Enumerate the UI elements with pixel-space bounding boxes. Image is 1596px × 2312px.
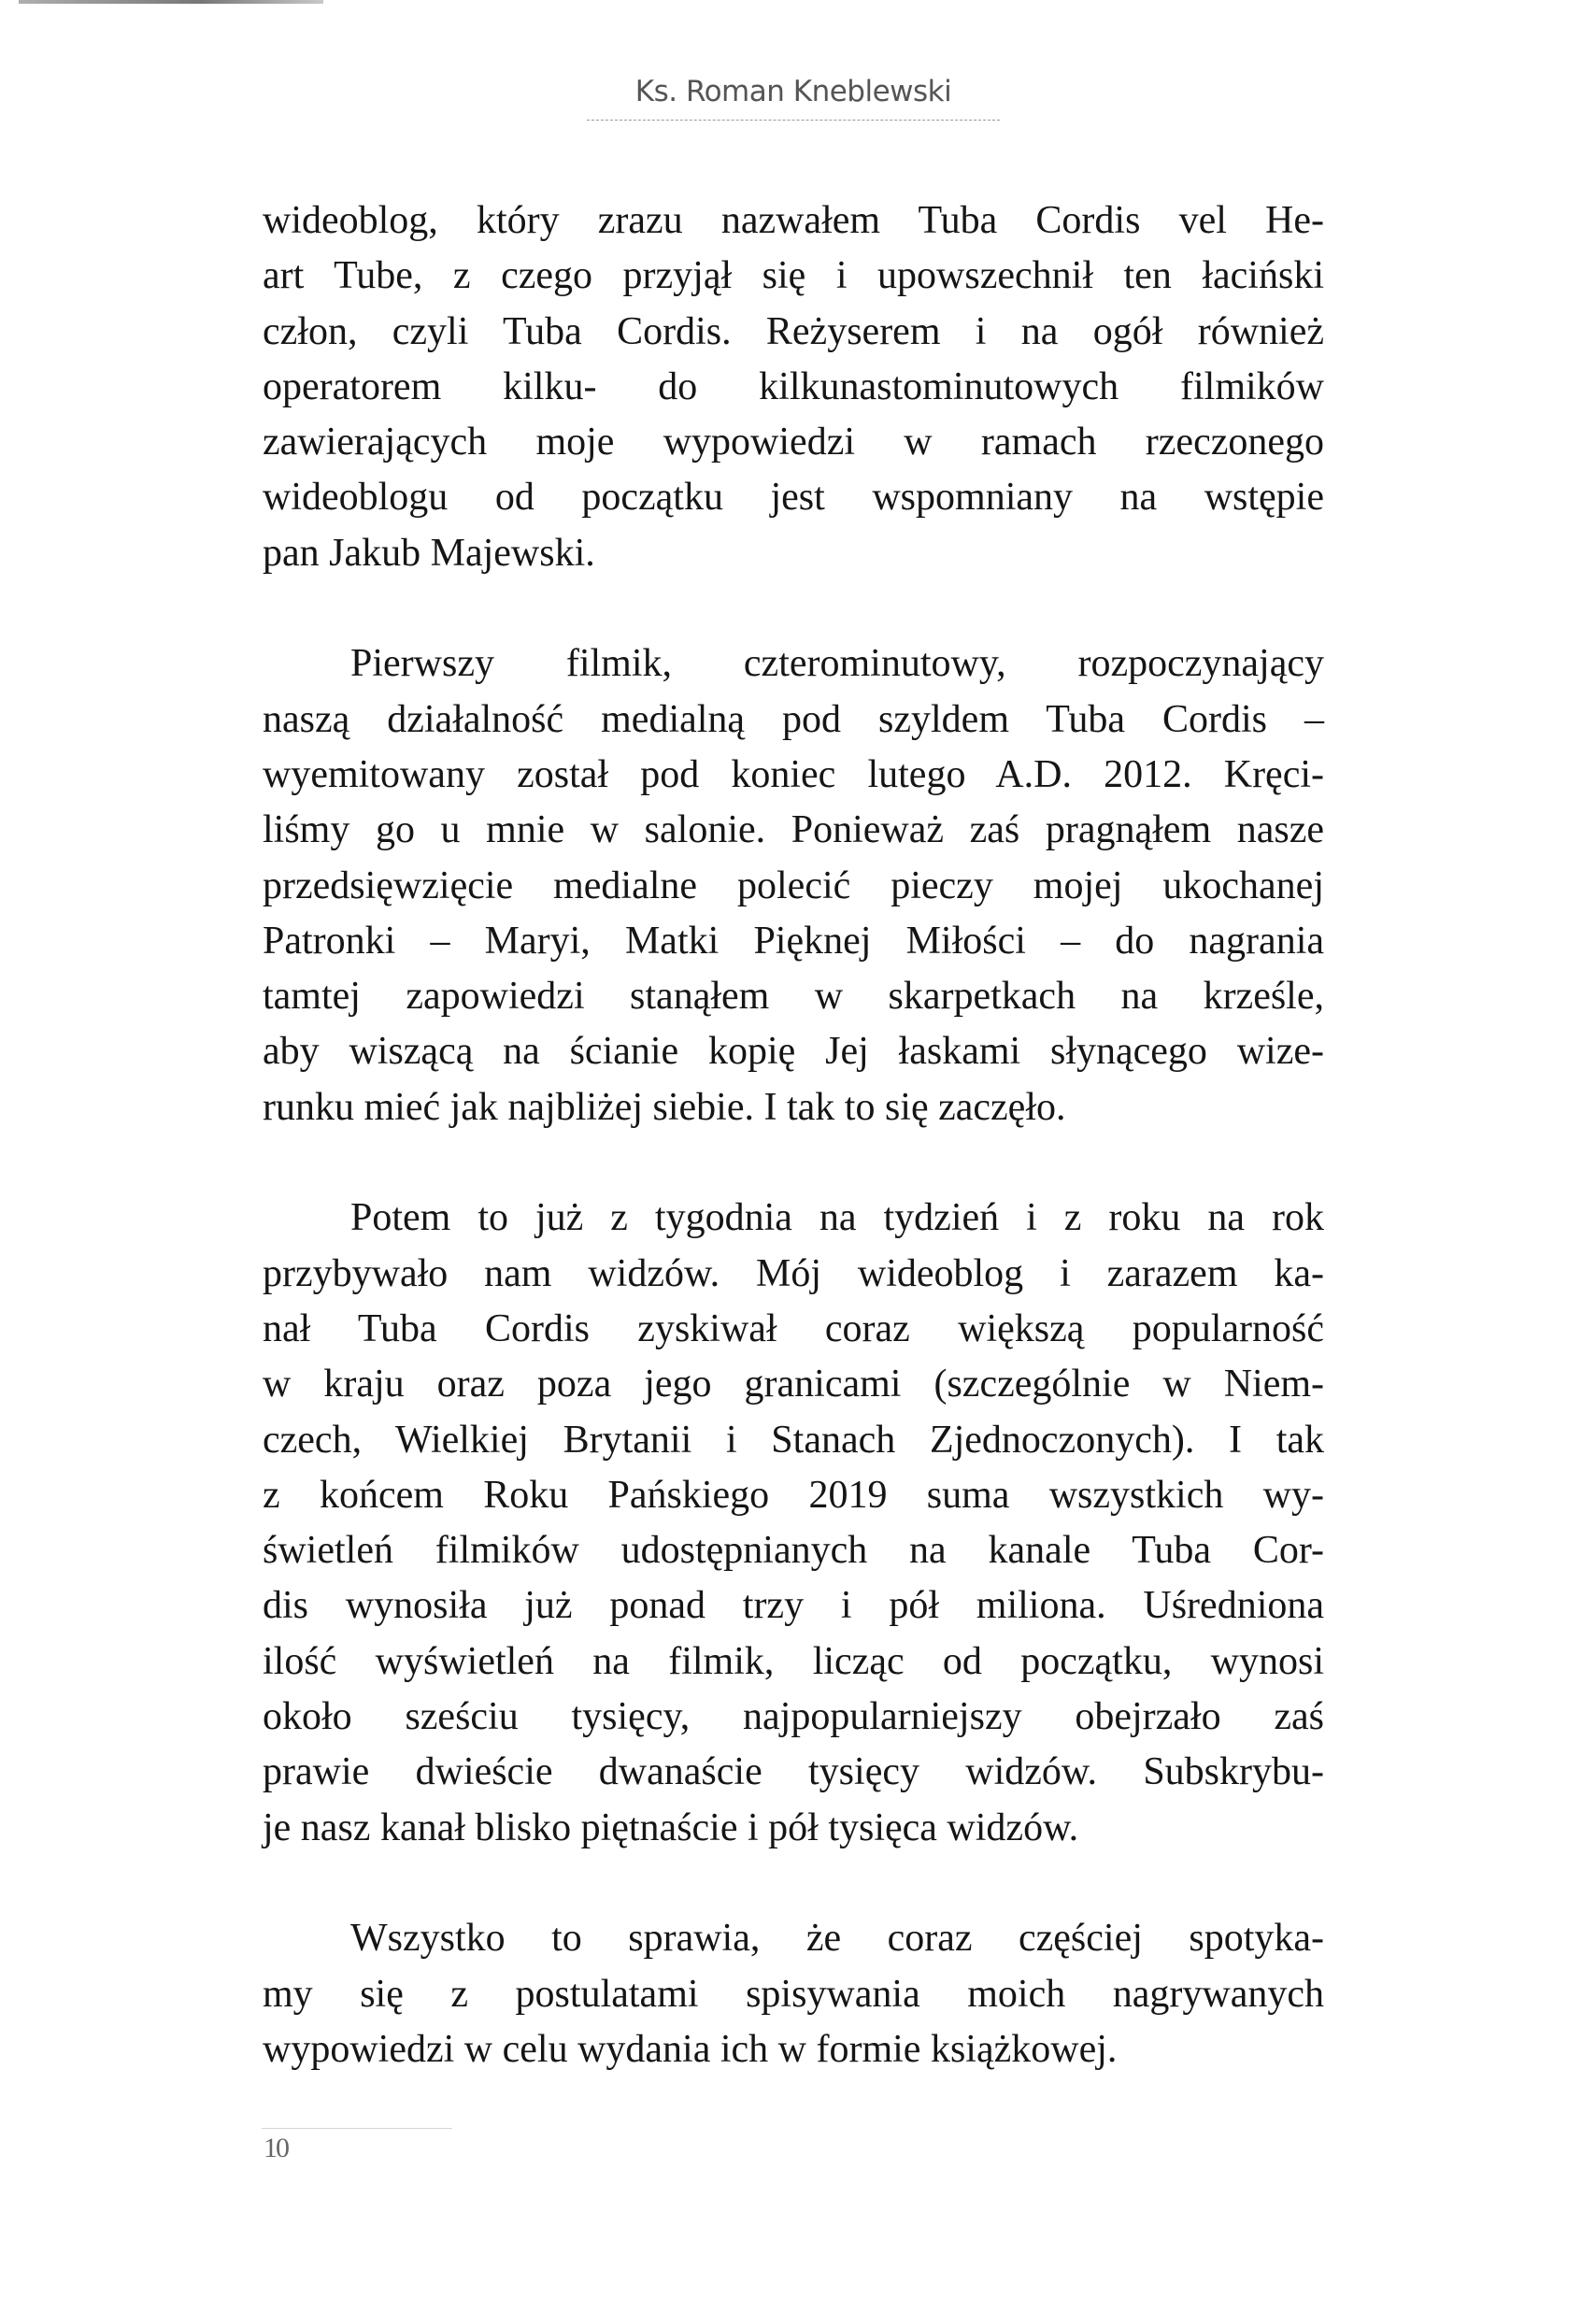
text-line: Wszystko to sprawia, że coraz częściej spotyka- [350, 1917, 1324, 1961]
text-line: pan Jakub Majewski. [263, 531, 595, 575]
paragraph [263, 1911, 1324, 2077]
text-line: przybywało nam widzów. Mój wideoblog i zarazem ka- [263, 1251, 1324, 1295]
paragraph [263, 1191, 1324, 1856]
text-line: w kraju oraz poza jego granicami (szczególnie w Niem- [263, 1363, 1324, 1406]
text-line: Pierwszy filmik, czterominutowy, rozpoczynający [350, 642, 1324, 686]
paragraph [263, 193, 1324, 581]
text-line: runku mieć jak najbliżej siebie. I tak to się zaczęło. [263, 1085, 1066, 1129]
text-line: zawierających moje wypowiedzi w ramach rzeczonego [263, 421, 1324, 464]
paragraph [263, 636, 1324, 1135]
text-line: wideoblog, który zrazu nazwałem Tuba Cordis vel He- [263, 199, 1324, 242]
text-line: z końcem Roku Pańskiego 2019 suma wszystkich wy- [263, 1473, 1324, 1517]
footer-rule [262, 2128, 452, 2129]
text-line: człon, czyli Tuba Cordis. Reżyserem i na ogół również [263, 309, 1324, 353]
text-line: Patronki – Maryi, Matki Pięknej Miłości – do nagrania [263, 919, 1324, 963]
text-line: nał Tuba Cordis zyskiwał coraz większą popularność [263, 1306, 1324, 1350]
text-line: tamtej zapowiedzi stanąłem w skarpetkach na krześle, [263, 975, 1324, 1019]
text-line: świetleń filmików udostępnianych na kanale Tuba Cor- [263, 1529, 1324, 1573]
text-line: liśmy go u mnie w salonie. Ponieważ zaś pragnąłem nasze [263, 808, 1324, 852]
text-line: dis wynosiła już ponad trzy i pół miliona. Uśredniona [263, 1584, 1324, 1628]
text-line: przedsięwzięcie medialne polecić pieczy mojej ukochanej [263, 863, 1324, 907]
text-line: wypowiedzi w celu wydania ich w formie książkowej. [263, 2027, 1118, 2071]
text-line: Potem to już z tygodnia na tydzień i z roku na rok [350, 1196, 1324, 1240]
text-line: wyemitowany został pod koniec lutego A.D. 2012. Kręci- [263, 752, 1324, 796]
text-line: my się z postulatami spisywania moich nagrywanych [263, 1972, 1324, 2016]
text-line: prawie dwieście dwanaście tysięcy widzów. Subskrybu- [263, 1750, 1324, 1794]
text-line: je nasz kanał blisko piętnaście i pół tysięca widzów. [263, 1805, 1079, 1849]
text-line: czech, Wielkiej Brytanii i Stanach Zjednoczonych). I tak [263, 1418, 1324, 1462]
page-number: 10 [264, 2133, 288, 2163]
text-line: aby wiszącą na ścianie kopię Jej łaskami słynącego wize- [263, 1030, 1324, 1074]
body-text [263, 193, 1324, 2133]
text-line: około sześciu tysięcy, najpopularniejszy obejrzało zaś [263, 1695, 1324, 1739]
text-line: naszą działalność medialną pod szyldem Tuba Cordis – [263, 697, 1324, 741]
scan-edge-shadow [19, 0, 323, 4]
text-line: operatorem kilku- do kilkunastominutowych filmików [263, 364, 1324, 408]
text-line: art Tube, z czego przyjął się i upowszechnił ten łaciński [263, 254, 1324, 298]
text-line: wideoblogu od początku jest wspomniany na wstępie [263, 476, 1324, 520]
running-head-dotted-rule [587, 120, 1000, 121]
running-head-author: Ks. Roman Kneblewski [634, 75, 952, 108]
text-line: ilość wyświetleń na filmik, licząc od początku, wynosi [263, 1639, 1324, 1683]
